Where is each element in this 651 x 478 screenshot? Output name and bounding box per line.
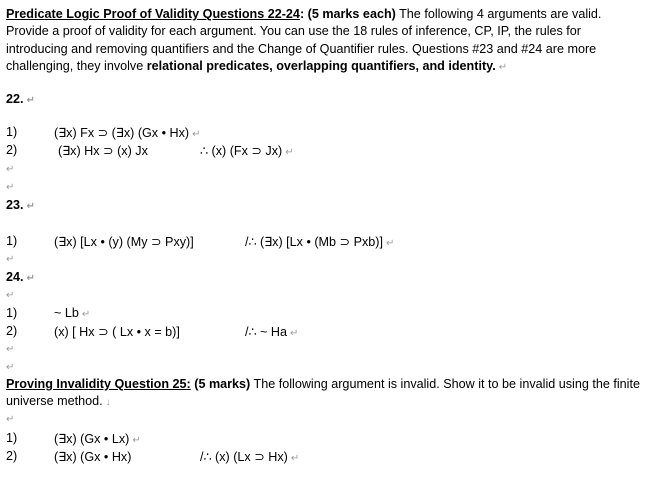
- q23-line1-conclusion: /∴ (∃x) [Lx • (Mb ⊃ Pxb)] ↵: [245, 235, 395, 249]
- question-23-number: 23. ↵: [6, 198, 35, 212]
- q24-line1-premise: ~ Lb ↵: [54, 306, 91, 320]
- question-24-number: 24. ↵: [6, 270, 35, 284]
- intro-text: The following 4 arguments are valid. Provide a proof of validity for each argument. You can use the 18 rules of inference, CP, IP, the rules for introducing and removing quantifiers and the Change of Quantifier rules. Questions #23 and #24 are more challenging, they involve: [6, 7, 602, 73]
- paragraph-mark-icon: ↵: [498, 61, 508, 73]
- question-22-number: 22. ↵: [6, 92, 35, 106]
- q22-line2-conclusion: ∴ (x) (Fx ⊃ Jx) ↵: [200, 144, 294, 158]
- intro-emphasis: relational predicates, overlapping quantifiers, and identity.: [146, 58, 496, 73]
- paragraph-mark-icon: ↵: [132, 435, 141, 446]
- q22-line1-number: 1): [6, 125, 18, 139]
- line-break-mark-icon: ↓: [105, 397, 111, 409]
- q24-line2-premise: (x) [ Hx ⊃ ( Lx • x = b)]: [54, 325, 180, 339]
- q25-text: The following argument is invalid. Show it to be invalid using the finite universe method.: [6, 377, 640, 409]
- q22-line2-number: 2): [6, 143, 18, 157]
- intro-marks: : (5 marks each): [299, 7, 396, 21]
- q23-line1-premise: (∃x) [Lx • (y) (My ⊃ Pxy)]: [54, 235, 194, 249]
- q25-line2-premise: (∃x) (Gx • Hx): [54, 450, 132, 464]
- q25-line1-premise: (∃x) (Gx • Lx) ↵: [54, 432, 141, 446]
- empty-paragraph-mark-icon: ↵: [6, 164, 15, 175]
- q22-line1-premise: (∃x) Fx ⊃ (∃x) (Gx • Hx) ↵: [54, 126, 201, 140]
- paragraph-mark-icon: ↵: [386, 238, 395, 249]
- paragraph-mark-icon: ↵: [192, 129, 201, 140]
- q24-line1-number: 1): [6, 306, 18, 320]
- q25-paragraph: [6, 376, 642, 412]
- empty-paragraph-mark-icon: ↵: [6, 344, 15, 355]
- empty-paragraph-mark-icon: ↵: [6, 254, 15, 265]
- intro-paragraph: [6, 6, 642, 76]
- q25-line2-conclusion: /∴ (x) (Lx ⊃ Hx) ↵: [200, 450, 300, 464]
- q25-heading: Proving Invalidity Question 25:: [6, 377, 191, 391]
- q25-line2-number: 2): [6, 449, 18, 463]
- q24-line2-number: 2): [6, 324, 18, 338]
- paragraph-mark-icon: ↵: [26, 201, 35, 212]
- paragraph-mark-icon: ↵: [285, 147, 294, 158]
- q23-line1-number: 1): [6, 234, 18, 248]
- paragraph-mark-icon: ↵: [26, 273, 35, 284]
- q22-line2-premise: (∃x) Hx ⊃ (x) Jx: [58, 144, 148, 158]
- intro-heading: Predicate Logic Proof of Validity Questions 22-24: [6, 7, 300, 21]
- empty-paragraph-mark-icon: ↵: [6, 362, 15, 373]
- paragraph-mark-icon: ↵: [26, 95, 35, 106]
- paragraph-mark-icon: ↵: [290, 453, 300, 464]
- empty-paragraph-mark-icon: ↵: [6, 290, 15, 301]
- paragraph-mark-icon: ↵: [81, 309, 91, 320]
- empty-paragraph-mark-icon: ↵: [6, 414, 15, 425]
- q24-line2-conclusion: /∴ ~ Ha ↵: [245, 325, 299, 339]
- q25-line1-number: 1): [6, 431, 18, 445]
- empty-paragraph-mark-icon: ↵: [6, 182, 15, 193]
- q25-marks: (5 marks): [190, 377, 251, 391]
- paragraph-mark-icon: ↵: [289, 328, 299, 339]
